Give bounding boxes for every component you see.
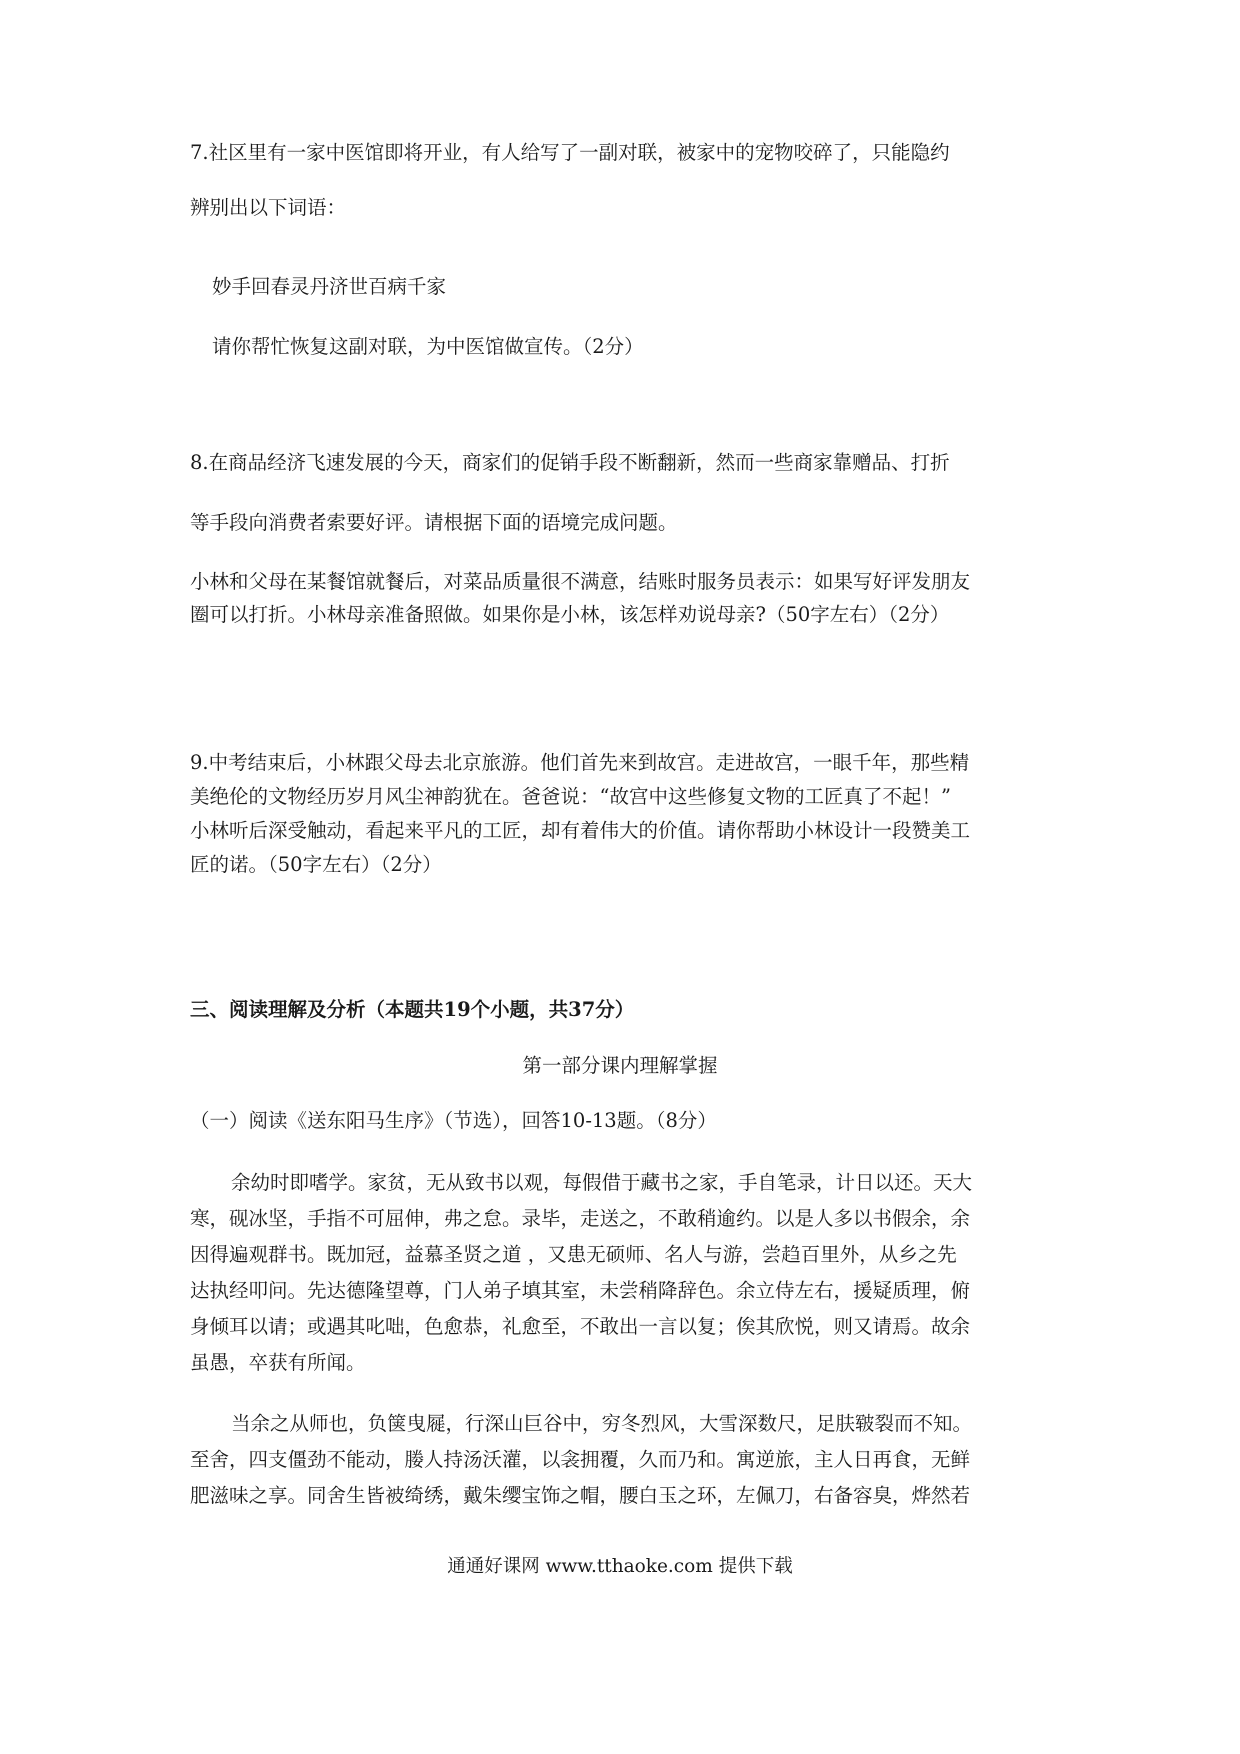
q7-prompt: 请你帮忙恢复这副对联，为中医馆做宣传。（2分）: [212, 335, 644, 358]
q8-line-1: 8.在商品经济飞速发展的今天，商家们的促销手段不断翻新，然而一些商家靠赠品、打折: [190, 451, 950, 474]
q9-line-3: 小林听后深受触动，看起来平凡的工匠，却有着伟大的价值。请你帮助小林设计一段赞美工: [190, 819, 971, 842]
part-title: 第一部分课内理解掌握: [522, 1054, 718, 1077]
passage-p1-line-5: 身倾耳以请；或遇其叱咄，色愈恭，礼愈至，不敢出一言以复；俟其欣悦，则又请焉。故余: [190, 1315, 971, 1338]
sub-heading: （一）阅读《送东阳马生序》（节选），回答10-13题。（8分）: [190, 1109, 717, 1132]
passage-p1-line-6: 虽愚，卒获有所闻。: [190, 1351, 366, 1374]
q8-line-3: 小林和父母在某餐馆就餐后，对菜品质量很不满意，结账时服务员表示：如果写好评发朋友: [190, 570, 971, 593]
passage-p1-line-4: 达执经叩问。先达德隆望尊，门人弟子填其室，未尝稍降辞色。余立侍左右，援疑质理，俯: [190, 1279, 971, 1302]
q8-line-4: 圈可以打折。小林母亲准备照做。如果你是小林，该怎样劝说母亲?（50字左右）（2分）: [190, 603, 950, 626]
passage-p2-line-2: 至舍，四支僵劲不能动，媵人持汤沃灌，以衾拥覆，久而乃和。寓逆旅，主人日再食，无鲜: [190, 1448, 971, 1471]
q7-line-2: 辨别出以下词语：: [190, 196, 347, 219]
q7-line-1: 7.社区里有一家中医馆即将开业，有人给写了一副对联，被家中的宠物咬碎了，只能隐约: [190, 141, 950, 164]
q8-line-2: 等手段向消费者索要好评。请根据下面的语境完成问题。: [190, 511, 678, 534]
page-footer: 通通好课网 www.tthaoke.com 提供下载: [447, 1556, 793, 1577]
passage-p1-line-1: 余幼时即嗜学。家贫，无从致书以观，每假借于藏书之家，手自笔录，计日以还。天大: [231, 1171, 973, 1194]
q7-words: 妙手回春灵丹济世百病千家: [212, 275, 447, 298]
section-heading: 三、阅读理解及分析（本题共19个小题，共37分）: [190, 998, 635, 1021]
passage-p2-line-1: 当余之从师也，负箧曳屣，行深山巨谷中，穷冬烈风，大雪深数尺，足肤皲裂而不知。: [231, 1412, 973, 1435]
q9-line-1: 9.中考结束后，小林跟父母去北京旅游。他们首先来到故宫。走进故宫，一眼千年，那些精: [190, 751, 970, 774]
q9-line-4: 匠的诺。（50字左右）（2分）: [190, 853, 442, 876]
passage-p2-line-3: 肥滋味之享。同舍生皆被绮绣，戴朱缨宝饰之帽，腰白玉之环，左佩刀，右备容臭，烨然若: [190, 1484, 971, 1507]
passage-p1-line-3: 因得遍观群书。既加冠，益慕圣贤之道 ，又患无硕师、名人与游，尝趋百里外，从乡之先: [190, 1243, 957, 1266]
passage-p1-line-2: 寒，砚冰坚，手指不可屈伸，弗之怠。录毕，走送之，不敢稍逾约。以是人多以书假余，余: [190, 1207, 971, 1230]
q9-line-2: 美绝伦的文物经历岁月风尘神韵犹在。爸爸说：“故宫中这些修复文物的工匠真了不起！”: [190, 785, 951, 808]
